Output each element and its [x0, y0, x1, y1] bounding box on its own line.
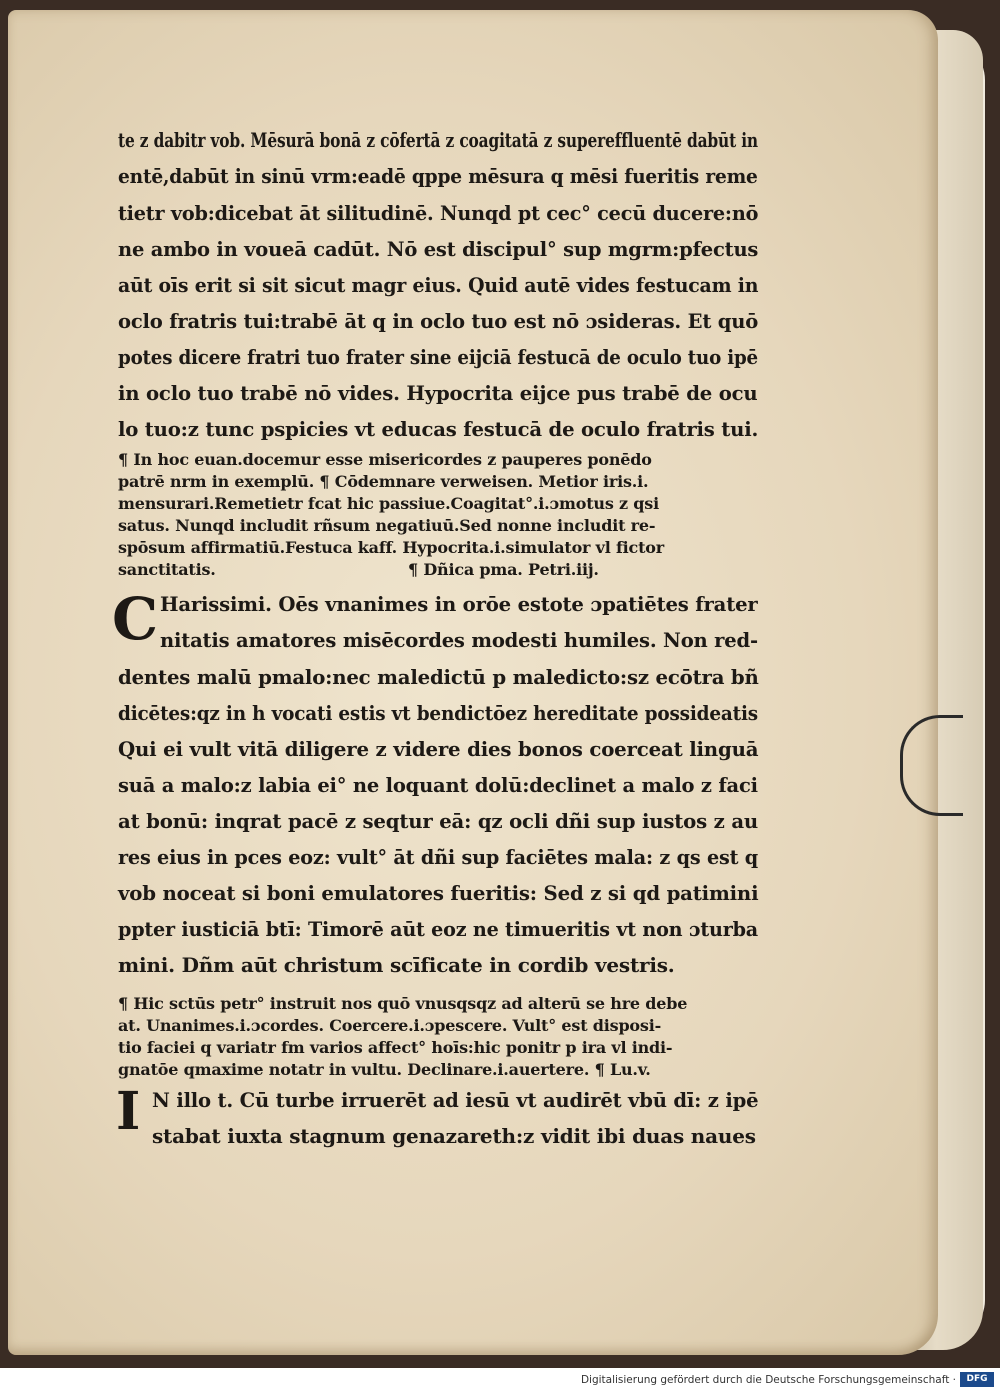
gloss-line: satus. Nunqd includit rñsum negatiuū.Sed nonne includit re- [118, 516, 656, 535]
body-line: te z dabitr vob. Mēsurā bonā z cōfertā z coagitatā z supereffluentē dabūt in [118, 128, 758, 152]
body-line: vob noceat si boni emulatores fueritis: Sed z si qd patimini [118, 881, 759, 905]
gloss-line: ¶ In hoc euan.docemur esse misericordes z pauperes ponēdo [118, 450, 652, 469]
bookmark-ribbon [900, 715, 963, 816]
body-line: entē,dabūt in sinū vrm:eadē qppe mēsura q mēsi fueritis reme [118, 164, 758, 188]
gloss-line: mensurari.Remetietr fcat hic passiue.Coagitat°.i.ɔmotus z qsi [118, 494, 659, 513]
body-line: at bonū: inqrat pacē z seqtur eā: qz ocli dñi sup iustos z au [118, 809, 759, 833]
gloss-line: at. Unanimes.i.ɔcordes. Coercere.i.ɔpescere. Vult° est disposi- [118, 1016, 662, 1035]
gloss-line: spōsum affirmatiū.Festuca kaff. Hypocrita.i.simulator vl fictor [118, 538, 664, 557]
footer-bar [0, 1368, 1000, 1390]
body-line: res eius in pces eoz: vult° āt dñi sup faciētes mala: z qs est q [118, 845, 759, 869]
body-line: ppter iusticiā btī: Timorē aūt eoz ne timueritis vt non ɔturba [118, 917, 759, 941]
dfg-logo[interactable]: DFG [960, 1372, 994, 1387]
body-line: ne ambo in voueā cadūt. Nō est discipul° sup mgrm:pfectus [118, 237, 759, 261]
body-line: lo tuo:z tunc pspicies vt educas festucā de oculo fratris tui. [118, 417, 759, 441]
body-line: suā a malo:z labia ei° ne loquant dolū:declinet a malo z faci [118, 773, 758, 797]
body-line: dicētes:qz in h vocati estis vt bendictōez hereditate possideatis [118, 701, 758, 725]
body-line: oclo fratris tui:trabē āt q in oclo tuo est nō ɔsideras. Et quō [118, 309, 759, 333]
body-line: Harissimi. Oēs vnanimes in orōe estote ɔpatiētes frater [160, 592, 758, 616]
funding-credit: Digitalisierung gefördert durch die Deutsche Forschungsgemeinschaft · [580, 1374, 956, 1386]
body-line: dentes malū pmalo:nec maledictū p maledicto:sz ecōtra bñ [118, 665, 759, 689]
body-line: nitatis amatores misēcordes modesti humiles. Non red- [160, 628, 758, 652]
initial-letter-c: C [112, 585, 159, 653]
body-line: Qui ei vult vitā diligere z videre dies bonos coerceat linguā [118, 737, 759, 761]
body-line: potes dicere fratri tuo frater sine eijciā festucā de oculo tuo ipē [118, 345, 758, 369]
body-line: mini. Dñm aūt christum scīficate in cordib vestris. [118, 953, 675, 977]
gloss-line: ¶ Hic sctūs petr° instruit nos quō vnusqsqz ad alterū se hre debe [118, 994, 688, 1013]
body-line: in oclo tuo trabē nō vides. Hypocrita eijce pus trabē de ocu [118, 381, 758, 405]
gloss-line: tio faciei q variatr fm varios affect° hoīs:hic ponitr p ira vl indi- [118, 1038, 673, 1057]
body-line: N illo t. Cū turbe irruerēt ad iesū vt audirēt vbū dī: z ipē [152, 1088, 759, 1112]
body-line: aūt oīs erit si sit sicut magr eius. Quid autē vides festucam in [118, 273, 759, 297]
lection-heading: ¶ Dñica pma. Petri.iij. [408, 560, 599, 579]
gloss-line: patrē nrm in exemplū. ¶ Cōdemnare verweisen. Metior iris.i. [118, 472, 649, 491]
body-line: tietr vob:dicebat āt silitudinē. Nunqd pt cec° cecū ducere:nō [118, 201, 759, 225]
initial-letter-i: I [116, 1081, 141, 1142]
gloss-line: gnatōe qmaxime notatr in vultu. Declinare.i.auertere. ¶ Lu.v. [118, 1060, 651, 1079]
gloss-line: sanctitatis. [118, 560, 216, 579]
body-line: stabat iuxta stagnum genazareth:z vidit ibi duas naues [152, 1124, 756, 1148]
